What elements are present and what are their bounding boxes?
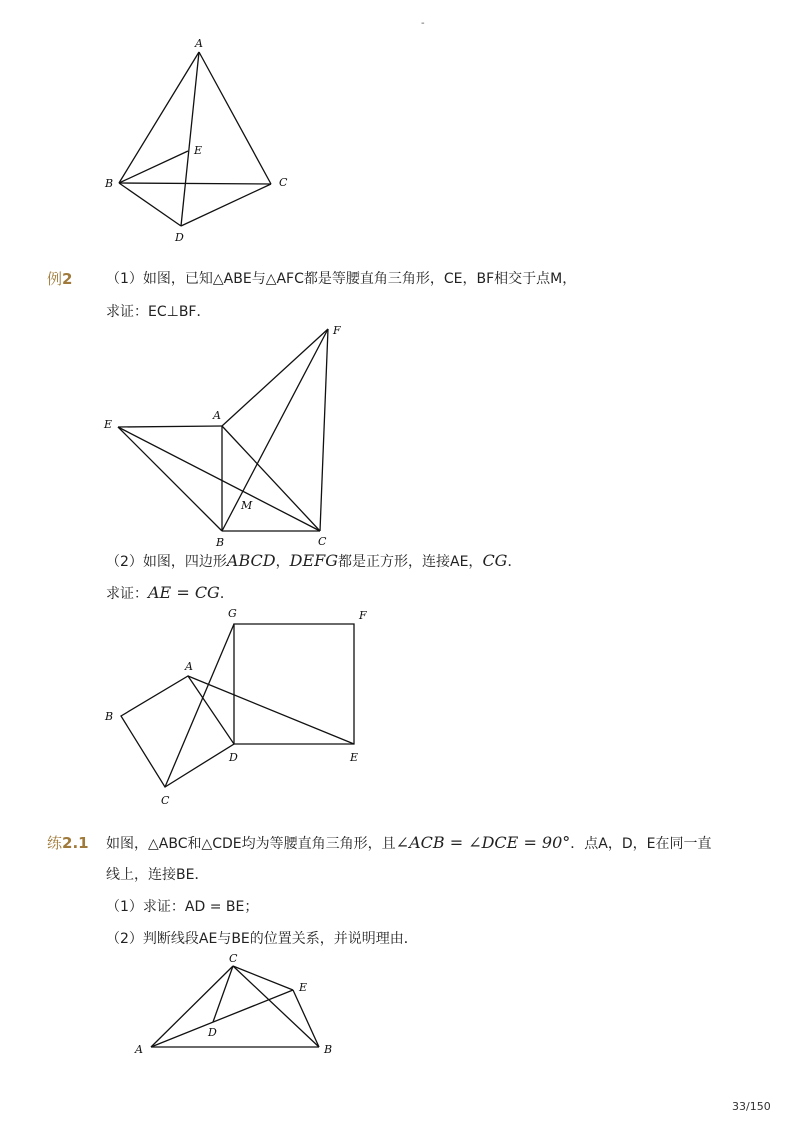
practice-line1-suffix: ．点A，D，E在同一直: [570, 836, 712, 852]
fig4-label-e: E: [299, 981, 308, 994]
figure-4-triangles: [125, 948, 345, 1063]
edge-BD: [119, 183, 181, 226]
fig3-label-c: C: [161, 794, 170, 807]
fig2-label-a: A: [213, 409, 221, 422]
edge-AC: [151, 966, 233, 1047]
practice-2-1-line2: 线上，连接BE．: [106, 867, 209, 883]
part2-prefix: （2）如图，四边形: [106, 554, 227, 570]
practice-angle-math: ∠ACB = ∠DCE = 90°: [395, 833, 571, 852]
fig3-label-g: G: [228, 607, 237, 620]
edge-FA: [222, 329, 328, 426]
segment-AE: [188, 676, 354, 744]
part2-mid: 都是正方形，连接AE，: [338, 554, 483, 570]
figure-3-two-squares: [95, 603, 375, 813]
fig4-label-c: C: [229, 952, 238, 965]
fig3-label-d: D: [229, 751, 238, 764]
edge-CD: [213, 966, 233, 1022]
fig2-label-b: B: [216, 536, 225, 549]
example-2-part1-line2: 求证：EC⊥BF．: [106, 304, 211, 320]
edge-BC: [119, 183, 271, 184]
fig1-label-c: C: [279, 176, 288, 189]
fig3-label-f: F: [359, 609, 367, 622]
segment-CG: [165, 624, 234, 787]
fig1-label-a: A: [195, 37, 203, 50]
edge-EB: [118, 427, 222, 531]
figure-2-right-triangles: [95, 320, 355, 550]
example-2-label: [47, 268, 72, 289]
practice-2-1-q1: （1）求证：AD = BE；: [106, 899, 259, 915]
fig3-label-e: E: [350, 751, 359, 764]
part2-sep: ，: [275, 554, 290, 570]
example-2-part2-line1: [106, 552, 521, 571]
practice-2-1-q2: （2）判断线段AE与BE的位置关系，并说明理由．: [106, 931, 418, 947]
edge-AC: [222, 426, 320, 531]
part2-math-cg: CG: [482, 551, 508, 570]
practice-2-1-label: [47, 832, 89, 853]
prove-prefix: 求证：: [106, 586, 148, 602]
edge-FC: [320, 329, 328, 531]
edge-AC: [199, 52, 271, 184]
edge-EB: [293, 990, 319, 1047]
fig3-label-b: B: [105, 710, 114, 723]
part2-math-defg: DEFG: [289, 551, 338, 570]
fig4-label-d: D: [208, 1026, 217, 1039]
fig3-label-a: A: [185, 660, 193, 673]
example-tag-num: 2: [62, 270, 73, 288]
prove-math: AE = CG: [148, 583, 220, 602]
edge-EA: [118, 426, 222, 427]
figure-1-tetrahedron: [95, 30, 315, 250]
fig2-label-c: C: [318, 535, 327, 548]
edge-FB: [222, 329, 328, 531]
edge-CB: [233, 966, 319, 1047]
part2-end: ．: [507, 554, 522, 570]
fig1-label-d: D: [175, 231, 184, 244]
example-tag-cn: 例: [47, 270, 63, 288]
fig2-label-e: E: [104, 418, 113, 431]
fig1-label-b: B: [105, 177, 114, 190]
practice-2-1-line1: [106, 834, 712, 853]
fig4-label-a: A: [135, 1043, 143, 1056]
practice-line1-prefix: 如图，△ABC和△CDE均为等腰直角三角形，且: [106, 836, 396, 852]
fig1-label-e: E: [194, 144, 203, 157]
fig2-label-f: F: [333, 324, 341, 337]
practice-tag-num: 2.1: [62, 834, 89, 852]
edge-CD: [181, 184, 271, 226]
prove-end: ．: [219, 586, 234, 602]
example-2-part1-line1: （1）如图，已知△ABE与△AFC都是等腰直角三角形，CE，BF相交于点M，: [106, 271, 577, 287]
square-DEFG: [234, 624, 354, 744]
example-2-part2-line2: [106, 584, 234, 603]
practice-tag-cn: 练: [47, 834, 63, 852]
edge-CE: [233, 966, 293, 990]
part2-math-abcd: ABCD: [226, 551, 276, 570]
fig4-label-b: B: [324, 1043, 333, 1056]
page-number: 33/150: [732, 1100, 771, 1113]
square-ABCD: [121, 676, 234, 787]
fig2-label-m: M: [241, 499, 253, 512]
header-mark: -: [421, 18, 425, 29]
edge-EC: [118, 427, 320, 531]
